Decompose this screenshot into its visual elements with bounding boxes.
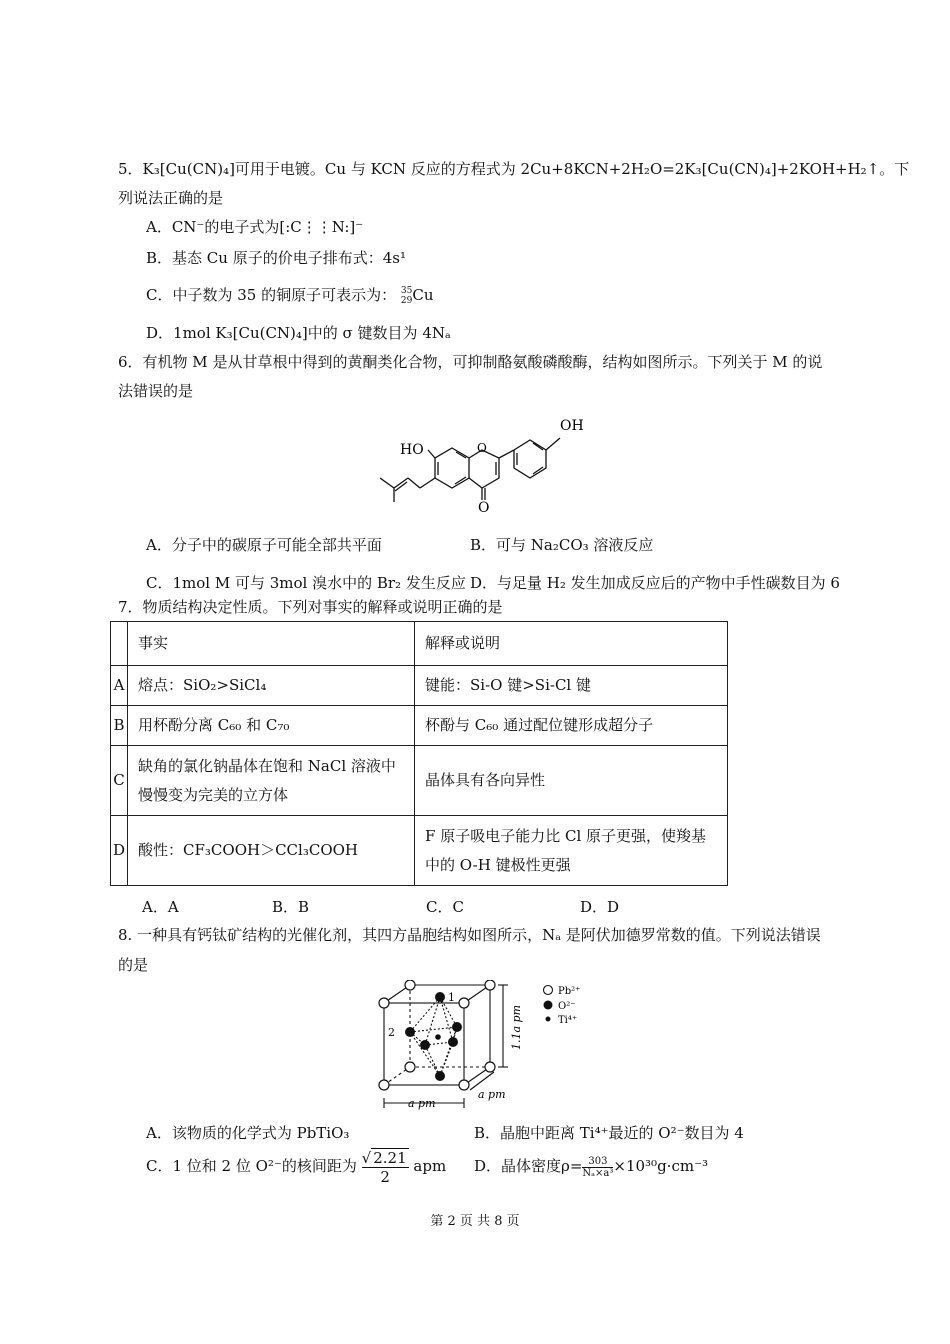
q5-stem-line2: 列说法正确的是 — [118, 189, 224, 207]
header-fact: 事实 — [128, 622, 415, 666]
q5-element-symbol: Cu — [412, 286, 434, 304]
q6-option-d: D．与足量 H₂ 发生加成反应后的产物中手性碳数目为 6 — [470, 574, 840, 592]
q8-option-d — [474, 1150, 708, 1182]
q8-option-c-unit: apm — [413, 1157, 447, 1175]
q8-stem-line1: 8. 一种具有钙钛矿结构的光催化剂，其四方晶胞结构如图所示，Nₐ 是阿伏加德罗常数的值。下列说法错误 — [118, 926, 821, 944]
row-label: D — [111, 816, 128, 886]
row-label: C — [111, 746, 128, 816]
label-oh: OH — [560, 418, 584, 434]
label-depth: a pm — [478, 1088, 506, 1101]
q5-stem-line1: 5．K₃[Cu(CN)₄]可用于电镀。Cu 与 KCN 反应的方程式为 2Cu+8KCN+2H₂O=2K₃[Cu(CN)₄]+2KOH+H₂↑。下 — [118, 160, 910, 178]
q7-option-a: A．A — [142, 898, 179, 916]
q5-atomic-number: 29 — [400, 296, 413, 306]
q8-option-b: B．晶胞中距离 Ti⁴⁺最近的 O²⁻数目为 4 — [474, 1124, 744, 1142]
q5-option-d: D．1mol K₃[Cu(CN)₄]中的 σ 键数目为 4Nₐ — [146, 324, 451, 342]
density-numerator: 303 — [582, 1156, 613, 1168]
q7-option-c: C．C — [426, 898, 464, 916]
flavonoid-structure — [370, 410, 620, 516]
q5-option-c-text: C．中子数为 35 的铜原子可表示为： — [146, 286, 397, 304]
label-carbonyl-o: O — [478, 500, 490, 516]
q5-option-b: B．基态 Cu 原子的价电子排布式：4s¹ — [146, 249, 406, 267]
header-explain: 解释或说明 — [415, 622, 728, 666]
table-row — [111, 666, 728, 706]
label-width: a pm — [408, 1097, 436, 1110]
label-height: 1.1a pm — [510, 1004, 523, 1050]
table-row — [111, 746, 728, 816]
q6-option-a: A．分子中的碳原子可能全部共平面 — [146, 536, 382, 554]
table-row — [111, 706, 728, 746]
crystal-cell-figure — [370, 980, 630, 1110]
row-label: B — [111, 706, 128, 746]
legend-ti-marker — [546, 1017, 551, 1022]
table-header-row — [111, 622, 728, 666]
row-fact: 用杯酚分离 C₆₀ 和 C₇₀ — [128, 706, 415, 746]
sqrt-radicand: 2.21 — [373, 1149, 407, 1167]
row-fact: 酸性：CF₃COOH＞CCl₃COOH — [128, 816, 415, 886]
q7-option-d: D．D — [580, 898, 620, 916]
q8-option-a: A．该物质的化学式为 PbTiO₃ — [146, 1124, 350, 1142]
q7-table — [110, 621, 728, 886]
row-explain: 杯酚与 C₆₀ 通过配位键形成超分子 — [415, 706, 728, 746]
q5-option-a: A．CN⁻的电子式为[:C⋮⋮N:]⁻ — [146, 218, 364, 236]
density-fraction — [582, 1156, 613, 1179]
label-position-2: 2 — [388, 1026, 395, 1039]
page-footer: 第 2 页 共 8 页 — [430, 1214, 520, 1229]
row-explain: 晶体具有各向异性 — [415, 746, 728, 816]
q8-option-c-text: C．1 位和 2 位 O²⁻的核间距为 — [146, 1157, 357, 1175]
row-explain: 键能：Si-O 键>Si-Cl 键 — [415, 666, 728, 706]
legend-o: O²⁻ — [558, 1001, 576, 1012]
q8-option-d-tail: ×10³⁰g·cm⁻³ — [613, 1157, 708, 1175]
legend-o-marker — [544, 1001, 553, 1010]
q8-option-c — [146, 1148, 446, 1186]
legend-pb-marker — [544, 986, 553, 995]
q7-stem: 7．物质结构决定性质。下列对事实的解释或说明正确的是 — [118, 598, 503, 616]
ti-ion — [435, 1034, 441, 1040]
label-ho: HO — [400, 442, 424, 458]
q8-option-d-text: D．晶体密度ρ= — [474, 1157, 583, 1175]
sqrt-denominator: 2 — [362, 1167, 409, 1186]
q6-stem-line1: 6．有机物 M 是从甘草根中得到的黄酮类化合物，可抑制酪氨酸磷酸酶，结构如图所示。下列关于 M 的说 — [118, 353, 823, 371]
table-row — [111, 816, 728, 886]
legend-ti: Ti⁴⁺ — [558, 1015, 578, 1026]
q7-option-b: B．B — [272, 898, 310, 916]
q6-option-b: B．可与 Na₂CO₃ 溶液反应 — [470, 536, 654, 554]
q8-stem-line2: 的是 — [118, 956, 149, 974]
q5-option-c — [146, 280, 433, 310]
sqrt-fraction: $\frac{√ 2.21}{2}$ — [361, 1149, 407, 1186]
row-explain: F 原子吸电子能力比 Cl 原子更强，使羧基中的 O-H 键极性更强 — [415, 816, 728, 886]
row-label: A — [111, 666, 128, 706]
label-position-1: 1 — [448, 991, 455, 1004]
header-label-cell — [111, 622, 128, 666]
q6-stem-line2: 法错误的是 — [118, 382, 194, 400]
row-fact: 缺角的氯化钠晶体在饱和 NaCl 溶液中慢慢变为完美的立方体 — [128, 746, 415, 816]
density-denominator: Nₐ×a³ — [582, 1167, 614, 1179]
row-fact: 熔点：SiO₂>SiCl₄ — [128, 666, 415, 706]
q5-mass-number: 35 — [400, 286, 413, 296]
q6-option-c: C．1mol M 可与 3mol 溴水中的 Br₂ 发生反应 — [146, 574, 466, 592]
label-ring-o: O — [477, 441, 487, 455]
legend-pb: Pb²⁺ — [558, 986, 581, 997]
